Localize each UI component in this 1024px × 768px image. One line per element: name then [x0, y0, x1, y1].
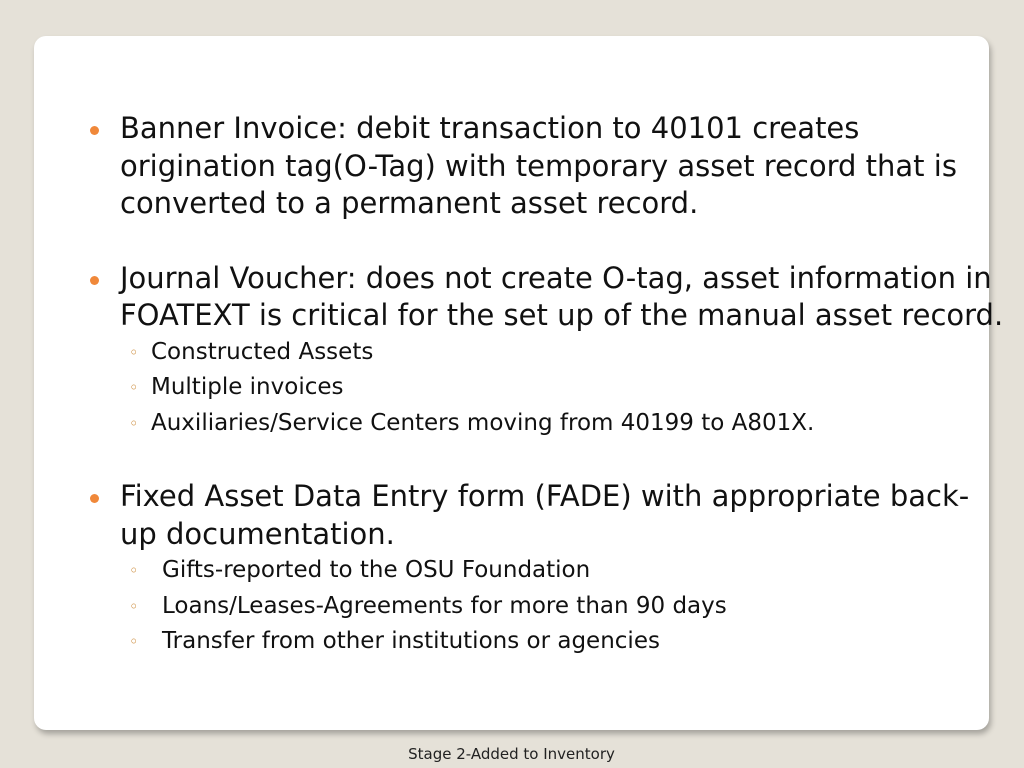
bullet-item: [84, 260, 1004, 442]
sub-bullet-item: [120, 553, 1004, 589]
circle-bullet-icon: ◦: [129, 342, 139, 362]
bullet-dot-icon: [90, 126, 99, 135]
slide-footer: Stage 2-Added to Inventory: [408, 745, 615, 763]
sub-bullet-item: [120, 589, 1004, 625]
circle-bullet-icon: ◦: [129, 596, 139, 616]
sub-bullet-text: Auxiliaries/Service Centers moving from 40199 to A801X.: [151, 409, 815, 436]
bullet-text: Fixed Asset Data Entry form (FADE) with appropriate back-up documentation.: [120, 479, 970, 551]
bullet-text: Journal Voucher: does not create O-tag, asset information in FOATEXT is critical for the set up of the manual asset record.: [120, 260, 1004, 332]
sub-bullet-text: Transfer from other institutions or agencies: [162, 628, 660, 654]
bullet-list: [84, 110, 1004, 697]
sub-bullet-item: [120, 624, 1004, 660]
bullet-dot-icon: [90, 276, 99, 285]
sub-bullet-text: Gifts-reported to the OSU Foundation: [162, 557, 591, 583]
sub-bullet-text: Loans/Leases-Agreements for more than 90 days: [162, 592, 727, 619]
circle-bullet-icon: ◦: [129, 378, 139, 397]
sub-bullet-list: [120, 553, 1004, 660]
bullet-dot-icon: [90, 494, 99, 503]
bullet-item: [84, 110, 1004, 223]
sub-bullet-text: Constructed Assets: [151, 338, 374, 365]
slide-card: [34, 36, 1004, 763]
sub-bullet-item: [120, 370, 1004, 406]
bullet-item: [84, 478, 1004, 660]
circle-bullet-icon: ◦: [129, 413, 139, 433]
bullet-text: Banner Invoice: debit transaction to 40101 creates origination tag(O-Tag) with temporary asset record that is converted to a permanent asset record.: [120, 111, 957, 220]
circle-bullet-icon: ◦: [129, 632, 139, 651]
sub-bullet-item: [120, 406, 1004, 442]
circle-bullet-icon: ◦: [129, 561, 139, 580]
sub-bullet-text: Multiple invoices: [151, 374, 344, 400]
sub-bullet-item: [120, 335, 1004, 371]
sub-bullet-list: [120, 335, 1004, 442]
